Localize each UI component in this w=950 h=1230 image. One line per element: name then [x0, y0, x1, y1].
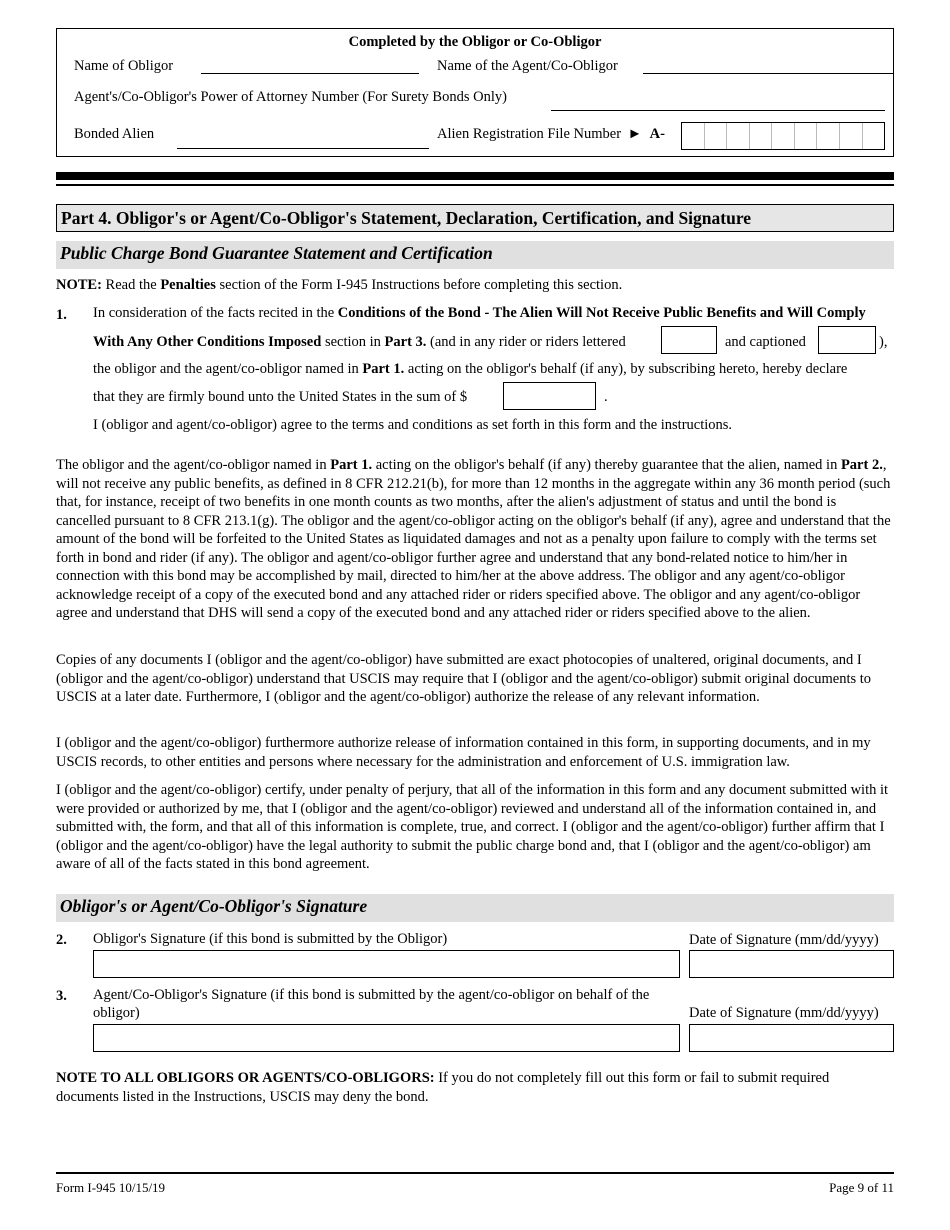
bonded-alien-label: Bonded Alien [74, 126, 155, 142]
name-of-agent-label: Name of the Agent/Co-Obligor [437, 58, 618, 74]
item-1-number: 1. [56, 307, 67, 323]
item-1-part3: Part 3. [384, 334, 427, 350]
bond-amount-input[interactable] [503, 382, 596, 410]
a-number-prefix: A- [649, 126, 665, 142]
note-text-2: section of the Form I-945 Instructions before completing this section. [215, 277, 623, 293]
release-paragraph: I (obligor and the agent/co-obligor) furthermore authorize release of information contained in this form, in supporting documents, and in my USCIS records, to other entities and persons where necessary for the administration and enforcement of U.S. immigration law. [56, 735, 871, 770]
item-1-part1: Part 1. [362, 361, 405, 377]
guarantee-text-a: The obligor and the agent/co-obligor named in [56, 457, 331, 473]
item-1-conditions: Conditions of the Bond - The Alien Will Not Receive Public Benefits and Will Comply [337, 305, 866, 321]
note-line [56, 277, 622, 294]
final-note-label: NOTE TO ALL OBLIGORS OR AGENTS/CO-OBLIGORS: [56, 1070, 435, 1086]
agent-signature-field[interactable] [93, 1024, 680, 1052]
obligor-signature-date-field[interactable] [689, 950, 894, 978]
guarantee-text-c: acting on the obligor's behalf (if any) thereby guarantee that the alien, named in [372, 457, 841, 473]
divider-thin [56, 184, 894, 186]
certify-paragraph: I (obligor and the agent/co-obligor) certify, under penalty of perjury, that all of the information in this form and any document submitted with it were provided or authorized by me, that I (obligor and the agent/co-obligor) reviewed and understand all of the information contained in, and submitted with, the form, and that all of this information is complete, true, and correct. I (obligor and the agent/co-obligor) further affirm that I (obligor and the agent/co-obligor) have the legal authority to submit the public charge bond and, that I (obligor and the agent/co-obligor) am aware of all of the facts stated in this bond agreement. [56, 782, 889, 872]
obligor-signature-field[interactable] [93, 950, 680, 978]
final-note [56, 1069, 894, 1106]
alien-registration-label: Alien Registration File Number [437, 126, 622, 142]
item-1-declare-text: acting on the obligor's behalf (if any), by subscribing hereto, hereby declare [404, 361, 848, 377]
statement-section-title: Public Charge Bond Guarantee Statement and Certification [56, 241, 894, 269]
caption-close-paren: ), [879, 334, 888, 350]
item-1-text: In consideration of the facts recited in the [93, 305, 338, 321]
item-3-number: 3. [56, 988, 67, 1004]
name-of-obligor-label: Name of Obligor [74, 58, 174, 74]
item-1-rider-text: (and in any rider or riders lettered [426, 334, 626, 350]
divider-thick [56, 172, 894, 180]
signature-section-title: Obligor's or Agent/Co-Obligor's Signature [56, 894, 894, 922]
obligor-info-box [56, 28, 894, 157]
header-box-title: Completed by the Obligor or Co-Obligor [348, 34, 602, 50]
agent-signature-label: Agent/Co-Obligor's Signature (if this bond is submitted by the agent/co-obligor on behalf of the obligor) [93, 987, 650, 1021]
guarantee-part2: Part 2. [840, 457, 883, 473]
footer-rule [56, 1172, 894, 1174]
item-1-line-4: that they are firmly bound unto the United States in the sum of $ [93, 389, 468, 405]
note-label: NOTE: [56, 277, 102, 293]
obligor-signature-label: Obligor's Signature (if this bond is submitted by the Obligor) [93, 931, 448, 947]
item-1-line-1 [93, 305, 866, 322]
item-2-number: 2. [56, 932, 67, 948]
item-1-section-in: section in [321, 334, 385, 350]
page-number: Page 9 of 11 [829, 1180, 894, 1195]
alien-registration-label-group [437, 126, 665, 143]
name-of-obligor-field[interactable] [201, 73, 419, 74]
item-1-line-2 [93, 334, 626, 351]
item-2-date-label: Date of Signature (mm/dd/yyyy) [689, 932, 879, 948]
alien-registration-number-field[interactable] [681, 122, 885, 150]
guarantee-part1: Part 1. [330, 457, 373, 473]
name-of-agent-field[interactable] [643, 73, 893, 74]
power-of-attorney-label: Agent's/Co-Obligor's Power of Attorney Number (For Surety Bonds Only) [74, 89, 507, 105]
rider-letter-input[interactable] [661, 326, 717, 354]
rider-caption-input[interactable] [818, 326, 876, 354]
copies-paragraph: Copies of any documents I (obligor and the agent/co-obligor) have submitted are exact photocopies of unaltered, original documents, and I (obligor and the agent/co-obligor) understand that USCIS may require that I (obligor and the agent/co-obligor) submit original documents to USCIS at a later date. Furthermore, I (obligor and the agent/co-obligor) authorize the release of any relevant information. [56, 652, 872, 705]
guarantee-paragraph [56, 456, 894, 623]
power-of-attorney-field[interactable] [551, 110, 885, 111]
bond-amount-period: . [604, 389, 608, 405]
arrow-right-icon: ► [627, 126, 643, 142]
and-captioned-label: and captioned [725, 334, 806, 350]
final-note-text: If you do not completely fill out this form or fail to submit required documents listed in the Instructions, USCIS may deny the bond. [56, 1070, 830, 1105]
part4-title: Part 4. Obligor's or Agent/Co-Obligor's Statement, Declaration, Certification, and Signature [56, 204, 894, 232]
item-1-line-5: I (obligor and agent/co-obligor) agree to the terms and conditions as set forth in this form and the instructions. [93, 417, 733, 433]
guarantee-text-e: , will not receive any public benefits, as defined in 8 CFR 212.21(b), for more than 12 months in the aggregate within any 36 month period (such that, for instance, receipt of two benefits in one month counts as two months, after the alien's adjustment of status and until the bond is cancelled pursuant to 8 CFR 213.1(g). The obligor and the agent/co-obligor acting on the obligor's behalf (if any), agree and understand that the amount of the bond will be forfeited to the United States as liquidated damages and not as a penalty upon failure to comply with the terms set forth in bond and rider (if any). The obligor and agent/co-obligor further agree and understand that any bond-related notice to him/her in connection with this bond may be accomplished by mail, directed to him/her at the above address. The obligor and any agent/co-obligor acknowledge receipt of a copy of the executed bond and any attached rider or riders specified above. The obligor and any agent/co-obligor agree and understand that DHS will send a copy of the executed bond and any attached rider or riders specified above to the alien. [56, 457, 891, 621]
note-penalties: Penalties [160, 277, 216, 293]
note-text-1: Read the [101, 277, 161, 293]
item-1-obligor-text: the obligor and the agent/co-obligor named in [93, 361, 363, 377]
agent-signature-date-field[interactable] [689, 1024, 894, 1052]
item-1-conditions-cont: With Any Other Conditions Imposed [93, 334, 322, 350]
item-3-date-label: Date of Signature (mm/dd/yyyy) [689, 1005, 879, 1021]
item-1-line-3 [93, 361, 847, 378]
bonded-alien-field[interactable] [177, 148, 429, 149]
form-identifier: Form I-945 10/15/19 [56, 1180, 166, 1195]
